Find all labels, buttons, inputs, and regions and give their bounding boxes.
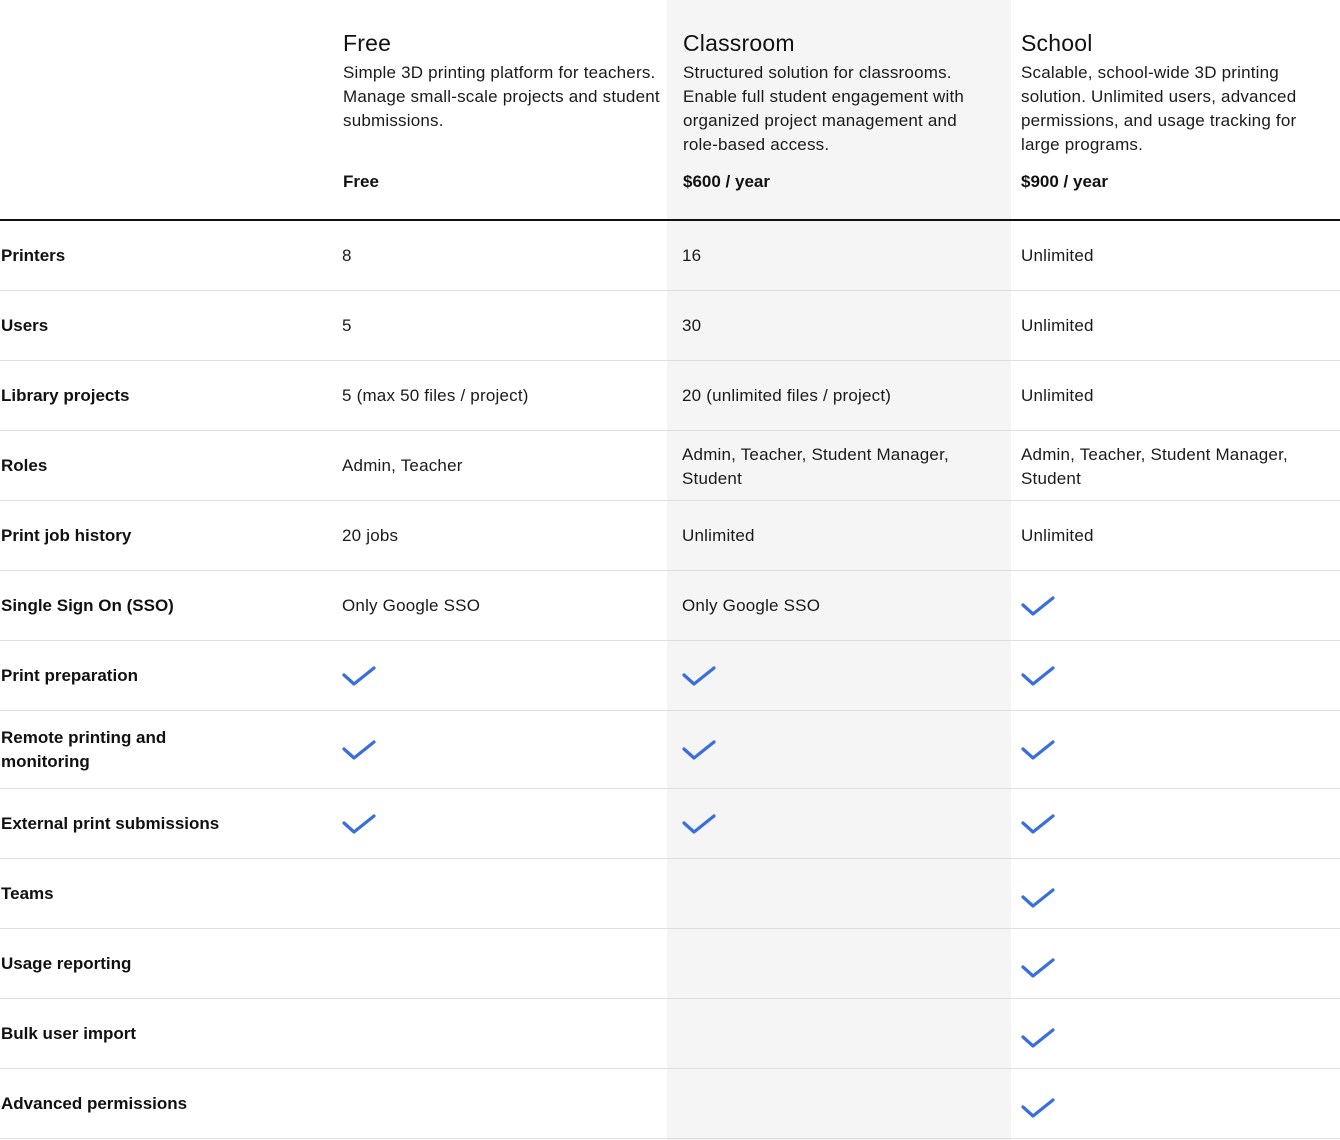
cell-value: Unlimited [1021, 245, 1094, 265]
plan-description: Scalable, school-wide 3D printing solution. Unlimited users, advanced permissions, and usage tracking for large programs. [1021, 63, 1297, 154]
feature-label: Teams [1, 883, 54, 903]
cell-free [342, 1069, 662, 1138]
check-icon [1021, 886, 1055, 910]
feature-label: Bulk user import [1, 1023, 137, 1043]
cell-value: 30 [682, 315, 702, 335]
cell-value: 20 jobs [342, 525, 399, 545]
table-row [0, 711, 1340, 789]
table-row [0, 221, 1340, 291]
table-row [0, 999, 1340, 1069]
cell-value: Admin, Teacher, Student Manager, Student [1021, 445, 1288, 488]
check-icon [1021, 812, 1055, 836]
cell-free [342, 361, 662, 430]
table-row [0, 929, 1340, 999]
plan-price: $600 / year [683, 172, 770, 191]
cell-value: 20 (unlimited files / project) [682, 385, 892, 405]
feature-label: Roles [1, 455, 48, 475]
feature-label: Remote printing and monitoring [1, 727, 167, 771]
table-row [0, 431, 1340, 501]
cell-free [342, 859, 662, 928]
check-icon [682, 812, 716, 836]
cell-school [1021, 789, 1336, 858]
cell-value: Admin, Teacher, Student Manager, Student [682, 445, 949, 488]
cell-classroom [682, 361, 1002, 430]
cell-free [342, 501, 662, 570]
check-icon [342, 664, 376, 688]
cell-school [1021, 571, 1336, 640]
check-icon [1021, 956, 1055, 980]
check-icon [682, 738, 716, 762]
plan-free-header [343, 28, 663, 133]
cell-school [1021, 1069, 1336, 1138]
check-icon [1021, 664, 1055, 688]
plan-description: Structured solution for classrooms. Enable full student engagement with organized project management and role-based access. [683, 63, 965, 154]
cell-free [342, 711, 662, 788]
check-icon [342, 812, 376, 836]
feature-label: Usage reporting [1, 953, 132, 973]
cell-classroom [682, 431, 1002, 500]
table-row [0, 571, 1340, 641]
feature-label: Printers [1, 245, 66, 265]
feature-label: Print preparation [1, 665, 138, 685]
cell-classroom [682, 501, 1002, 570]
cell-classroom [682, 221, 1002, 290]
table-row [0, 1069, 1340, 1139]
cell-value: Unlimited [1021, 385, 1094, 405]
cell-value: Only Google SSO [342, 595, 481, 615]
feature-label: Print job history [1, 525, 132, 545]
cell-classroom [682, 859, 1002, 928]
check-icon [1021, 594, 1055, 618]
cell-classroom [682, 711, 1002, 788]
cell-school [1021, 711, 1336, 788]
feature-label: Advanced permissions [1, 1093, 188, 1113]
cell-classroom [682, 641, 1002, 710]
cell-school [1021, 431, 1336, 500]
cell-classroom [682, 789, 1002, 858]
cell-school [1021, 501, 1336, 570]
cell-value: 8 [342, 245, 352, 265]
cell-classroom [682, 1069, 1002, 1138]
feature-label: Users [1, 315, 49, 335]
check-icon [682, 664, 716, 688]
table-row [0, 291, 1340, 361]
feature-label: Library projects [1, 385, 130, 405]
cell-value: 5 [342, 315, 352, 335]
check-icon [1021, 1096, 1055, 1120]
feature-label: Single Sign On (SSO) [1, 595, 174, 615]
cell-free [342, 999, 662, 1068]
cell-classroom [682, 291, 1002, 360]
table-row [0, 641, 1340, 711]
cell-value: Admin, Teacher [342, 455, 463, 475]
plan-name: School [1021, 30, 1093, 56]
cell-free [342, 221, 662, 290]
cell-free [342, 929, 662, 998]
cell-school [1021, 221, 1336, 290]
table-row [0, 361, 1340, 431]
cell-classroom [682, 929, 1002, 998]
plan-classroom-header [683, 28, 993, 157]
check-icon [1021, 738, 1055, 762]
cell-free [342, 291, 662, 360]
cell-value: 5 (max 50 files / project) [342, 385, 529, 405]
cell-free [342, 789, 662, 858]
table-row [0, 859, 1340, 929]
check-icon [342, 738, 376, 762]
cell-value: Unlimited [682, 525, 755, 545]
plan-school-header [1021, 28, 1331, 157]
plan-description: Simple 3D printing platform for teachers. Manage small-scale projects and student submissions. [343, 63, 660, 130]
cell-school [1021, 929, 1336, 998]
cell-classroom [682, 571, 1002, 640]
table-row [0, 501, 1340, 571]
table-row [0, 789, 1340, 859]
cell-value: Unlimited [1021, 525, 1094, 545]
cell-school [1021, 999, 1336, 1068]
cell-school [1021, 641, 1336, 710]
cell-school [1021, 859, 1336, 928]
feature-label: External print submissions [1, 813, 220, 833]
cell-school [1021, 291, 1336, 360]
plan-price: Free [343, 172, 379, 191]
plan-price: $900 / year [1021, 172, 1108, 191]
plan-name: Free [343, 30, 392, 56]
cell-value: Only Google SSO [682, 595, 821, 615]
cell-classroom [682, 999, 1002, 1068]
cell-value: 16 [682, 245, 702, 265]
cell-free [342, 571, 662, 640]
cell-free [342, 431, 662, 500]
check-icon [1021, 1026, 1055, 1050]
cell-free [342, 641, 662, 710]
plan-name: Classroom [683, 30, 795, 56]
cell-school [1021, 361, 1336, 430]
cell-value: Unlimited [1021, 315, 1094, 335]
